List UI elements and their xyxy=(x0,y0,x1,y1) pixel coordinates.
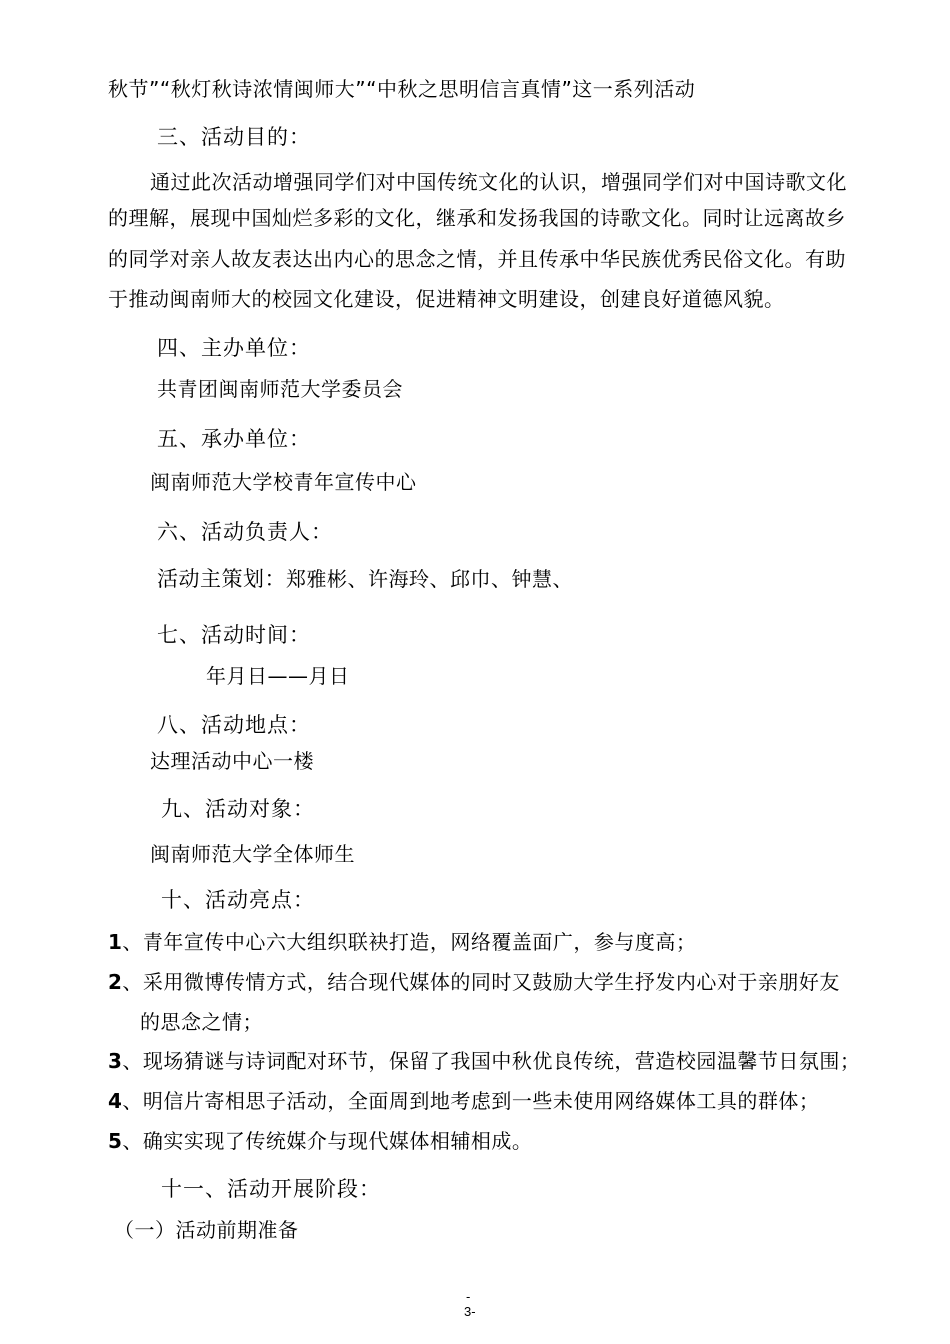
section-heading: 三、活动目的： xyxy=(157,125,311,149)
body-text-line: 秋节”“秋灯秋诗浓情闽师大”“中秋之思明信言真情”这一系列活动 xyxy=(108,77,696,101)
body-text-line: 的理解，展现中国灿烂多彩的文化，继承和发扬我国的诗歌文化。同时让远离故乡 xyxy=(108,206,846,230)
page-number: 3- xyxy=(464,1304,476,1319)
section-heading: 五、承办单位： xyxy=(157,427,311,451)
list-item-number: 5 xyxy=(108,1129,123,1153)
list-item-text: 、现场猜谜与诗词配对环节，保留了我国中秋优良传统，营造校园温馨节日氛围； xyxy=(122,1049,861,1073)
body-text-line: 共青团闽南师范大学委员会 xyxy=(157,377,403,401)
body-text-line: 闽南师范大学校青年宣传中心 xyxy=(150,470,417,494)
planner-names: 郑雅彬、许海玲、邱巾、钟慧、 xyxy=(286,567,573,591)
list-item xyxy=(108,970,840,994)
planner-label: 活动主策划： xyxy=(157,567,286,591)
body-text-line: 达理活动中心一楼 xyxy=(150,749,314,773)
body-text-line: 于推动闽南师大的校园文化建设，促进精神文明建设，创建良好道德风貌。 xyxy=(108,287,785,311)
body-text-line: 闽南师范大学全体师生 xyxy=(150,842,355,866)
list-item-continuation: 的思念之情； xyxy=(140,1010,263,1034)
subsection-heading: （一）活动前期准备 xyxy=(114,1218,299,1242)
body-text-line: 通过此次活动增强同学们对中国传统文化的认识，增强同学们对中国诗歌文化 xyxy=(150,170,847,194)
list-item-number: 2 xyxy=(108,970,123,994)
section-heading: 九、活动对象： xyxy=(161,797,315,821)
section-heading: 六、活动负责人： xyxy=(157,520,333,544)
list-item-text: 、青年宣传中心六大组织联袂打造，网络覆盖面广，参与度高； xyxy=(122,930,697,954)
list-item-text: 、确实实现了传统媒介与现代媒体相辅相成。 xyxy=(122,1129,533,1153)
list-item xyxy=(108,1049,860,1073)
list-item xyxy=(108,1129,532,1153)
section-heading: 八、活动地点： xyxy=(157,713,311,737)
list-item-number: 3 xyxy=(108,1049,123,1073)
body-text-line xyxy=(157,567,573,591)
list-item-text: 、明信片寄相思子活动，全面周到地考虑到一些未使用网络媒体工具的群体； xyxy=(122,1089,820,1113)
list-item xyxy=(108,930,696,954)
section-heading: 十、活动亮点： xyxy=(161,888,315,912)
page-footer-dash: - xyxy=(466,1289,471,1304)
body-text-line: 的同学对亲人故友表达出内心的思念之情，并且传承中华民族优秀民俗文化。有助 xyxy=(108,247,846,271)
list-item-text: 、采用微博传情方式，结合现代媒体的同时又鼓励大学生抒发内心对于亲朋好友 xyxy=(122,970,840,994)
list-item-number: 1 xyxy=(108,930,123,954)
list-item-number: 4 xyxy=(108,1089,123,1113)
section-heading: 十一、活动开展阶段： xyxy=(161,1177,381,1201)
body-text-line: 年月日——月日 xyxy=(206,664,350,688)
list-item xyxy=(108,1089,819,1113)
section-heading: 四、主办单位： xyxy=(157,336,311,360)
section-heading: 七、活动时间： xyxy=(157,623,311,647)
